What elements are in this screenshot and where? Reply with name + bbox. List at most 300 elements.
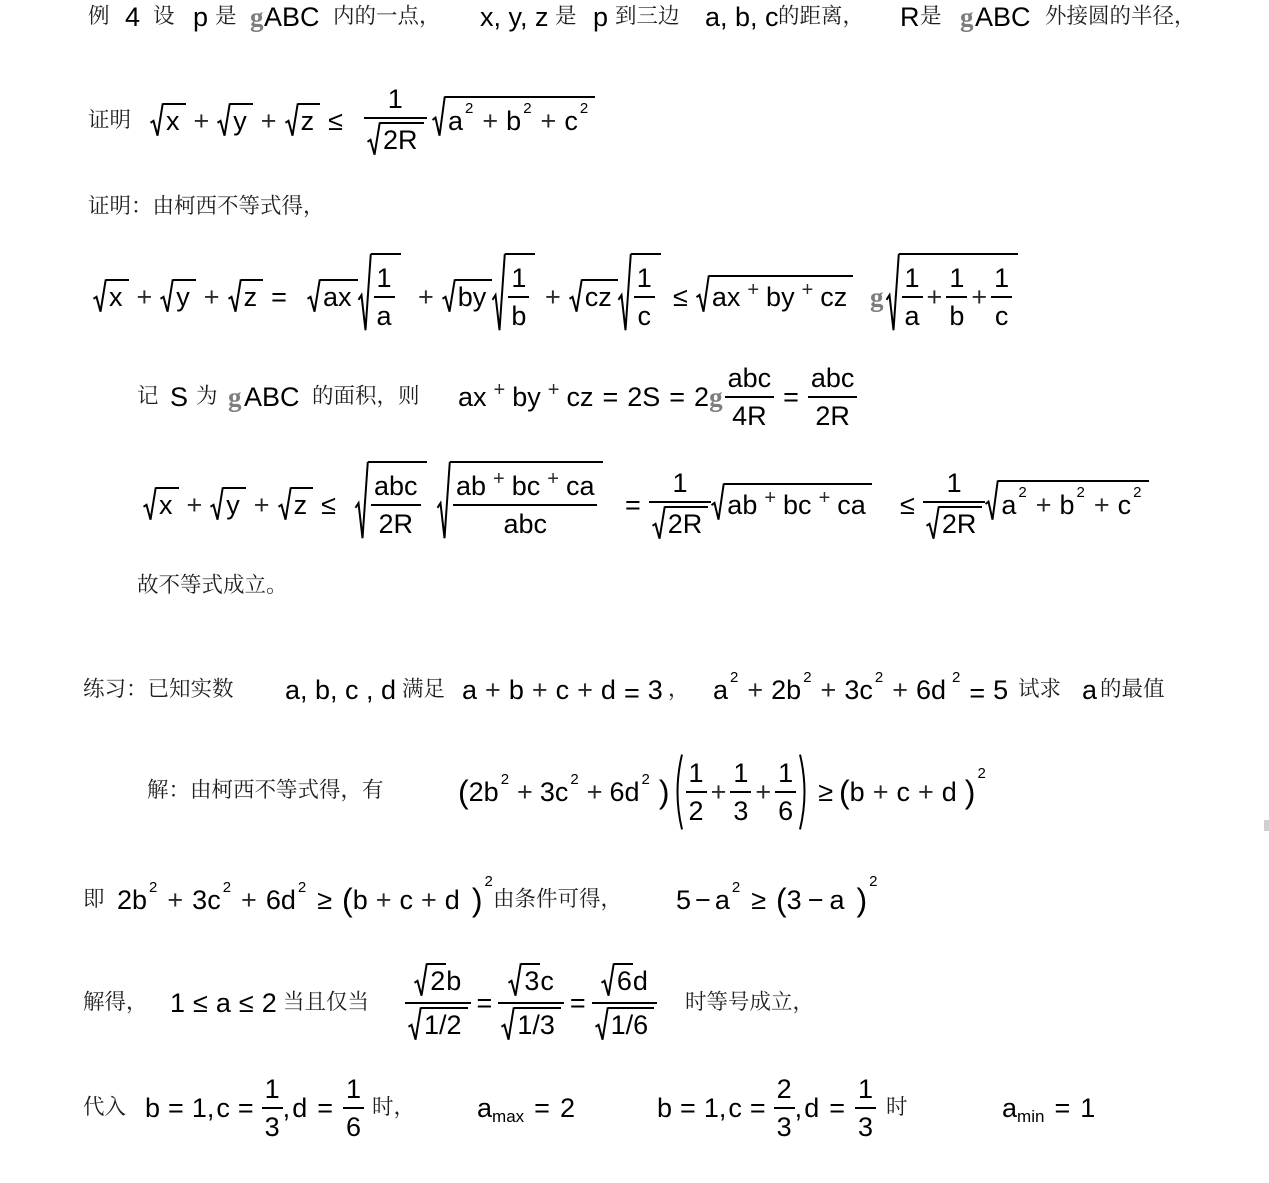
- radicand: [223, 487, 246, 520]
- fraction: [808, 363, 858, 431]
- variable: a: [1001, 490, 1017, 520]
- radical: [595, 1007, 655, 1040]
- numerator-text: abc: [374, 471, 418, 501]
- dot-operator-icon: g: [870, 282, 884, 312]
- variable: c: [896, 777, 910, 807]
- distances-xyz: x, y, z: [480, 2, 549, 32]
- variable: d: [632, 966, 648, 996]
- variable: z: [300, 106, 315, 136]
- denominator: [775, 793, 796, 826]
- area-text: 为: [196, 384, 218, 409]
- radicand: [298, 103, 321, 136]
- denominator: [371, 506, 421, 539]
- numerator: [808, 363, 858, 396]
- radical-sign-icon: [210, 487, 223, 520]
- radicand: [521, 963, 540, 996]
- triangle-name: ABC: [264, 2, 320, 32]
- denominator: [946, 298, 967, 331]
- radicand: [998, 480, 1148, 520]
- value: 3: [647, 675, 663, 705]
- equals-sign: =: [317, 1093, 333, 1123]
- radicand: [163, 103, 186, 136]
- numerator: [902, 263, 923, 296]
- left-paren: (: [839, 774, 850, 810]
- radical-sign-icon: [93, 279, 106, 312]
- radical-sign-icon: [355, 461, 368, 539]
- numerator-text: 1: [376, 263, 392, 293]
- variable: a: [713, 675, 729, 705]
- variable: a: [462, 675, 478, 705]
- numerator: [374, 263, 395, 296]
- plus-sign: +: [375, 885, 392, 915]
- le-sign: ≤: [321, 490, 336, 520]
- fraction: [855, 1074, 876, 1142]
- cauchy-bound: [665, 252, 853, 342]
- fraction: [498, 963, 564, 1043]
- fraction: [774, 1074, 795, 1142]
- radical-sign-icon: [442, 279, 455, 312]
- fraction: [592, 963, 658, 1043]
- upper-bound: 2: [261, 988, 277, 1018]
- chain-step-2: [617, 455, 872, 555]
- heading-text: 是: [920, 4, 942, 29]
- heading-text: 是: [215, 4, 237, 29]
- claim-rhs-radical: [432, 81, 595, 161]
- denominator-text: c: [637, 301, 652, 331]
- denominator-text: 2R: [941, 509, 977, 539]
- variable: c: [216, 1093, 230, 1123]
- radical-sign-icon: [595, 1007, 608, 1040]
- variable: b: [352, 885, 368, 915]
- radical: [160, 279, 196, 312]
- numerator-text: 1: [387, 84, 403, 114]
- conclusion: 故不等式成立。: [137, 573, 288, 598]
- term: 6d: [915, 675, 947, 705]
- sides-abc: a, b, c: [705, 2, 779, 32]
- radical: [926, 506, 983, 539]
- heading-text: 设: [153, 4, 175, 29]
- exercise-text: 满足: [402, 677, 446, 702]
- plus-sign: +: [820, 675, 837, 705]
- term: 6d: [265, 885, 296, 915]
- denominator: [730, 793, 751, 826]
- radical-sign-icon: [408, 1007, 421, 1040]
- denominator: [343, 1109, 364, 1142]
- heading-text: 外接圆的半径，: [1045, 4, 1196, 29]
- radicand: [368, 461, 427, 539]
- plus-sign: +: [531, 675, 548, 705]
- numerator: [262, 1074, 283, 1107]
- big-right-paren-icon: [798, 753, 810, 831]
- radicand: [380, 122, 424, 155]
- left-paren: (: [776, 882, 787, 918]
- radical: [711, 483, 871, 520]
- numerator-text: 1: [636, 263, 652, 293]
- variable: d: [941, 777, 957, 807]
- exponent: 2: [869, 872, 878, 890]
- variable: y: [226, 490, 240, 520]
- coefficient: 2: [694, 382, 710, 412]
- radical-sign-icon: [367, 122, 380, 155]
- area-text: 的面积，则: [312, 384, 420, 409]
- cauchy-term-b: [410, 252, 535, 342]
- condition-sum: [462, 670, 663, 710]
- variable: x: [166, 106, 180, 136]
- term: cz: [584, 282, 612, 312]
- radical-sign-icon: [217, 103, 230, 136]
- radical: [408, 1007, 468, 1040]
- variable: a: [714, 885, 730, 915]
- term: by: [766, 282, 795, 312]
- radicand: [427, 963, 446, 996]
- term: bc: [783, 490, 812, 520]
- numerator-text: 1: [994, 263, 1010, 293]
- plus-sign: +: [136, 282, 153, 312]
- variable: b: [849, 777, 865, 807]
- plus-sign: +: [1035, 490, 1052, 520]
- variable: b: [145, 1093, 161, 1123]
- denominator-text: 2: [688, 796, 704, 826]
- denominator-text: c: [994, 301, 1009, 331]
- denominator: [498, 1004, 564, 1043]
- term: cz: [820, 282, 848, 312]
- radicand: [320, 279, 358, 312]
- variable: c: [540, 966, 554, 996]
- solution-intro: 解：由柯西不等式得，有: [147, 778, 384, 803]
- equals-sign: =: [783, 382, 799, 412]
- exponent: 2: [523, 99, 532, 117]
- triangle-symbol-icon: g: [250, 2, 264, 32]
- plus-sign: +: [545, 282, 561, 312]
- fraction: [725, 363, 775, 431]
- numerator: [855, 1074, 876, 1107]
- plus-sign: +: [186, 490, 203, 520]
- equals-sign: =: [669, 382, 686, 412]
- term: 6d: [609, 777, 640, 807]
- radicand: [709, 275, 853, 312]
- plus-sign: +: [167, 885, 184, 915]
- min-value: 1: [1080, 1093, 1096, 1123]
- numerator: [946, 263, 967, 296]
- variable: y: [233, 106, 247, 136]
- a-min: [1002, 1088, 1095, 1128]
- denominator: [453, 506, 597, 539]
- radicand: [291, 487, 314, 520]
- radicand: [505, 253, 535, 331]
- radicand: [450, 461, 603, 539]
- radicand: [421, 1007, 468, 1040]
- term: ax: [323, 282, 352, 312]
- point-p: p: [593, 2, 609, 32]
- denominator-text: 3: [776, 1112, 792, 1142]
- numerator: [453, 468, 597, 504]
- separator: ，: [668, 677, 690, 702]
- radical: [414, 963, 446, 996]
- variable: a: [1082, 675, 1098, 705]
- results-text: 时，: [372, 1095, 416, 1120]
- comma: ,: [282, 1093, 291, 1123]
- numerator: [775, 758, 796, 791]
- chain-radical-2: [437, 455, 603, 555]
- reduce-text: 由条件可得，: [493, 887, 623, 912]
- denominator: [902, 298, 923, 331]
- fraction: [649, 468, 712, 542]
- variable: c: [1117, 490, 1132, 520]
- quadratic-inequality: [676, 870, 879, 930]
- denominator-text: a: [904, 301, 920, 331]
- fraction: [374, 263, 395, 331]
- exponent: 2: [1133, 483, 1142, 501]
- equals-sign: =: [237, 1093, 254, 1123]
- chain-lhs: [143, 455, 344, 555]
- big-left-paren-icon: [672, 753, 684, 831]
- variable: c: [555, 675, 570, 705]
- term: by: [512, 382, 541, 412]
- radicand: [106, 279, 129, 312]
- denominator-text: 2R: [667, 509, 703, 539]
- radical-sign-icon: [160, 279, 173, 312]
- subscript: min: [1017, 1106, 1045, 1126]
- left-paren: (: [342, 882, 353, 918]
- results-label: 代入: [83, 1095, 127, 1120]
- minus-sign: −: [807, 885, 824, 915]
- example-number: 4: [125, 2, 141, 32]
- radical-sign-icon: [618, 253, 631, 331]
- bounds-range: [170, 983, 277, 1023]
- comma: ,: [206, 1093, 215, 1123]
- variable: d: [804, 1093, 820, 1123]
- radicand: [371, 253, 401, 331]
- radicand: [445, 96, 595, 136]
- exponent: 2: [222, 878, 232, 896]
- term: 2b: [771, 675, 802, 705]
- variable: c: [728, 1093, 742, 1123]
- plus-sign: +: [917, 777, 934, 807]
- two-s: 2S: [627, 382, 661, 412]
- variable: a: [829, 885, 845, 915]
- variable: b: [506, 106, 522, 136]
- solution-cauchy-inequality: [458, 747, 987, 837]
- plus-sign: +: [547, 468, 559, 490]
- term: cz: [566, 382, 594, 412]
- plus-sign: +: [971, 282, 988, 312]
- exponent: 2: [465, 99, 474, 117]
- heading-text: 是: [555, 4, 577, 29]
- radical: [307, 279, 358, 312]
- variable: b: [508, 675, 524, 705]
- comma: ,: [718, 1093, 727, 1123]
- variable: a: [448, 106, 464, 136]
- numerator: [686, 758, 707, 791]
- radical: [492, 253, 535, 331]
- denominator: [508, 298, 529, 331]
- radicand: [156, 487, 179, 520]
- claim-lhs: [150, 81, 351, 161]
- denominator: [991, 298, 1012, 331]
- value: 1: [703, 1093, 719, 1123]
- denominator-text: 6: [346, 1112, 362, 1142]
- denominator-text: 2R: [815, 401, 850, 431]
- radical-sign-icon: [492, 253, 505, 331]
- term: 3c: [192, 885, 221, 915]
- radical-sign-icon: [501, 1007, 514, 1040]
- numerator-text: 1: [946, 468, 962, 498]
- radical: [442, 279, 493, 312]
- radical: [501, 1007, 561, 1040]
- numerator-text: abc: [727, 363, 772, 393]
- plus-sign: +: [260, 106, 277, 136]
- denominator-text: 3: [264, 1112, 280, 1142]
- fraction: [730, 758, 751, 826]
- exponent: 2: [1018, 483, 1027, 501]
- denominator-text: 1/3: [517, 1010, 555, 1040]
- plus-sign: +: [193, 106, 210, 136]
- area-equation: [458, 357, 857, 437]
- plus-sign: +: [764, 487, 777, 509]
- plus-sign: +: [540, 106, 557, 136]
- heading-text: 到三边: [615, 4, 680, 29]
- variable: d: [444, 885, 460, 915]
- exponent: 2: [579, 99, 589, 117]
- radical: [508, 963, 540, 996]
- plus-sign: +: [892, 675, 908, 705]
- plus-sign: +: [926, 282, 943, 312]
- radicand: [631, 253, 661, 331]
- radicand: [614, 963, 633, 996]
- fraction: [508, 263, 529, 331]
- radical-sign-icon: [508, 963, 521, 996]
- radical-sign-icon: [432, 96, 445, 136]
- le-sign: ≤: [193, 988, 208, 1018]
- numerator-text: 1: [904, 263, 920, 293]
- exponent: 2: [500, 770, 510, 788]
- case-min-values: [657, 1063, 876, 1153]
- term: bc: [511, 471, 541, 501]
- variable: x: [109, 282, 123, 312]
- variable: a: [1002, 1093, 1018, 1123]
- equals-sign: =: [534, 1093, 550, 1123]
- plus-sign: +: [577, 675, 593, 705]
- radical: [150, 103, 186, 136]
- fraction: [634, 263, 655, 331]
- term: 2b: [117, 885, 148, 915]
- radicand: [665, 506, 709, 539]
- value: 5: [676, 885, 692, 915]
- cauchy-lhs: [93, 252, 295, 342]
- fraction: [405, 963, 471, 1043]
- radicand: [230, 103, 253, 136]
- bounds-text: 时等号成立，: [685, 990, 815, 1015]
- equals-sign: =: [749, 1093, 766, 1123]
- numerator: [923, 468, 986, 501]
- radicand: [173, 279, 196, 312]
- radical: [210, 487, 246, 520]
- radical-sign-icon: [652, 506, 665, 539]
- numerator: [774, 1074, 795, 1107]
- equals-sign: =: [168, 1093, 184, 1123]
- fraction: [923, 468, 986, 542]
- term: ca: [837, 490, 866, 520]
- denominator: [405, 1004, 471, 1043]
- equals-sign: =: [829, 1093, 845, 1123]
- numerator-text: 1: [672, 468, 688, 498]
- fraction: [946, 263, 967, 331]
- numerator-text: abc: [810, 363, 855, 393]
- exponent: 2: [952, 668, 961, 686]
- radical-sign-icon: [696, 275, 709, 312]
- radical-sign-icon: [985, 480, 998, 520]
- variable: x: [159, 490, 173, 520]
- numerator: [343, 1074, 364, 1107]
- radical: [432, 96, 595, 136]
- denominator: [923, 503, 986, 542]
- radical-sign-icon: [926, 506, 939, 539]
- equals-sign: =: [476, 988, 493, 1018]
- term: by: [457, 282, 487, 312]
- variable: b: [1059, 490, 1075, 520]
- a-max: [477, 1088, 575, 1128]
- radical: [285, 103, 321, 136]
- radical: [278, 487, 314, 520]
- radicand: [241, 279, 264, 312]
- equals-sign: =: [623, 678, 640, 708]
- numerator-text: 1: [949, 263, 965, 293]
- exercise-text: 试求: [1018, 677, 1062, 702]
- exponent: 2: [731, 878, 741, 896]
- value: 3: [786, 885, 802, 915]
- plus-sign: +: [872, 777, 889, 807]
- dot-operator-icon: g: [709, 382, 723, 412]
- bounds-label: 解得，: [83, 990, 148, 1015]
- case-max-values: [145, 1063, 364, 1153]
- numerator: [649, 468, 712, 501]
- plus-sign: +: [493, 379, 506, 401]
- denominator: [855, 1109, 876, 1142]
- right-paren: ): [856, 882, 868, 918]
- radicand: [514, 1007, 561, 1040]
- cauchy-term-c: [537, 252, 661, 342]
- radical-sign-icon: [150, 103, 163, 136]
- denominator: [649, 503, 712, 542]
- root-value: 6: [616, 966, 632, 996]
- numerator: [508, 263, 529, 296]
- term: ax: [711, 282, 741, 312]
- numerator-text: 1: [264, 1074, 280, 1104]
- claim-label: 证明: [88, 108, 132, 133]
- plus-sign: +: [517, 777, 533, 807]
- claim-coefficient: [364, 81, 427, 161]
- radical-sign-icon: [358, 253, 371, 331]
- denominator-text: 4R: [732, 401, 767, 431]
- radical: [93, 279, 129, 312]
- left-paren: (: [458, 774, 469, 810]
- equals-sign: =: [271, 282, 287, 312]
- equals-sign: =: [602, 382, 619, 412]
- plus-sign: +: [547, 379, 560, 401]
- radical: [696, 275, 853, 312]
- le-sign: ≤: [238, 988, 254, 1018]
- proof-intro: 证明：由柯西不等式得，: [88, 194, 325, 219]
- radical-sign-icon: [711, 483, 724, 520]
- plus-sign: +: [421, 885, 437, 915]
- radical: [569, 279, 618, 312]
- denominator-text: 6: [778, 796, 794, 826]
- fraction: [343, 1074, 364, 1142]
- numerator-text: 1: [688, 758, 704, 788]
- fraction: [453, 468, 597, 539]
- ge-sign: ≥: [818, 777, 834, 807]
- radical-sign-icon: [569, 279, 582, 312]
